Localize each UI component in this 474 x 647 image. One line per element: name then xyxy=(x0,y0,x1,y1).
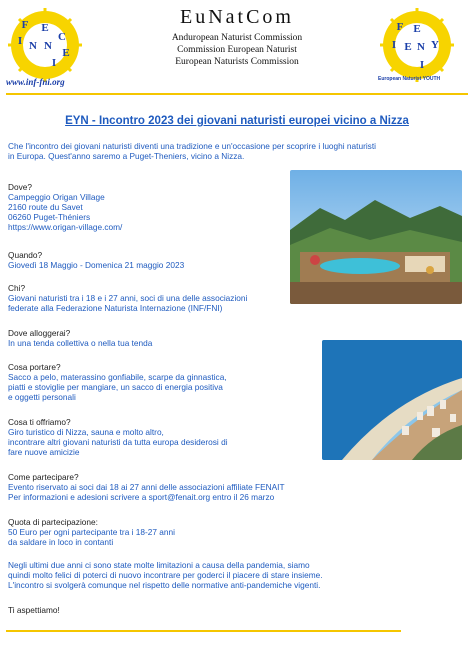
section-line: da saldare in loco in contanti xyxy=(8,537,114,547)
section-label: Cosa portare? xyxy=(8,362,61,372)
section-line: incontrare altri giovani naturisti da tutta europa desiderosi di xyxy=(8,437,228,447)
intro-line: in Europa. Quest'anno saremo a Puget-Theniers, vicino a Nizza. xyxy=(8,151,245,161)
section-chi xyxy=(8,283,247,313)
website-url-link[interactable]: https://www.origan-village.com/ xyxy=(8,222,123,232)
logo-letter: E xyxy=(62,47,70,59)
closing-paragraph xyxy=(8,560,468,590)
section-partecipare xyxy=(8,472,285,502)
section-line: 2160 route du Savet xyxy=(8,202,83,212)
youth-caption: European Naturist YOUTH xyxy=(378,76,441,82)
logo-letter: I xyxy=(17,35,23,47)
section-quando xyxy=(8,250,184,270)
logo-letter: I xyxy=(391,39,397,51)
section-line: piatti e stoviglie per mangiare, un sacco di energia positiva xyxy=(8,382,223,392)
section-label: Quota di partecipazione: xyxy=(8,517,98,527)
closing-line: Negli ultimi due anni ci sono state molte limitazioni a causa della pandemia, siamo xyxy=(8,560,310,570)
nice-coast-photo xyxy=(322,340,462,460)
closing-line: L'incontro si svolgerà comunque nel rispetto delle normative anti-pandemiche vigenti. xyxy=(8,580,321,590)
signoff: Ti aspettiamo! xyxy=(8,605,60,615)
logo-letter: N xyxy=(417,41,425,53)
section-line: e oggetti personali xyxy=(8,392,76,402)
section-line: Sacco a pelo, materassino gonfiabile, scarpe da ginnastica, xyxy=(8,372,227,382)
subtitle-line-2: Commission European Naturist xyxy=(177,45,297,55)
headline: EYN - Incontro 2023 dei giovani naturisti europei vicino a Nizza xyxy=(65,115,409,127)
section-line: fare nuove amicizie xyxy=(8,447,80,457)
logo-letter: F xyxy=(21,19,29,31)
closing-line: quindi molto felici di poterci di nuovo incontrare per goderci il piacere di stare insieme. xyxy=(8,570,323,580)
section-line: federate alla Federazione Naturista Internazione (INF/FNI) xyxy=(8,303,223,313)
section-label: Cosa ti offriamo? xyxy=(8,417,71,427)
section-offriamo xyxy=(8,417,228,457)
logo-letter: I xyxy=(419,59,425,71)
section-line: 50 Euro per ogni partecipante tra i 18-27 anni xyxy=(8,527,175,537)
logo-letter: E xyxy=(404,41,412,53)
header xyxy=(0,0,474,92)
footer-divider xyxy=(6,630,401,632)
website-link[interactable]: www.inf-fni.org xyxy=(6,77,65,87)
intro-paragraph xyxy=(8,141,468,161)
section-label: Quando? xyxy=(8,250,43,260)
section-line: Evento riservato ai soci dai 18 ai 27 anni delle associazioni affiliate FENAIT xyxy=(8,482,285,492)
logo-letter: N xyxy=(44,40,52,52)
section-line: Campeggio Origan Village xyxy=(8,192,105,202)
section-line: 06260 Puget-Théniers xyxy=(8,212,91,222)
subtitle-line-1: Anduropean Naturist Commission xyxy=(171,33,303,43)
section-line: Giovani naturisti tra i 18 e i 27 anni, soci di una delle associazioni xyxy=(8,293,248,303)
logo-letter: Y xyxy=(431,39,439,51)
section-label: Dove alloggerai? xyxy=(8,328,71,338)
logo-letter: I xyxy=(51,57,57,69)
logo-letter: E xyxy=(41,22,49,34)
section-alloggerai xyxy=(8,328,152,348)
section-line: In una tenda collettiva o nella tua tenda xyxy=(8,338,153,348)
section-quota xyxy=(8,517,175,547)
section-line: Giovedì 18 Maggio - Domenica 21 maggio 2023 xyxy=(8,260,185,270)
header-divider xyxy=(6,93,468,95)
eyn-logo xyxy=(380,8,454,82)
org-title: EuNatCom xyxy=(180,6,294,28)
logo-letter: C xyxy=(58,31,66,43)
campsite-photo xyxy=(290,170,462,304)
subtitle-line-3: European Naturists Commission xyxy=(175,57,299,67)
logo-letter: E xyxy=(413,23,421,35)
section-portare xyxy=(8,362,227,402)
logo-letter: N xyxy=(29,40,37,52)
section-label: Come partecipare? xyxy=(8,472,79,482)
section-dove xyxy=(8,182,122,232)
section-line: Per informazioni e adesioni scrivere a sport@fenait.org entro il 26 marzo xyxy=(8,492,275,502)
section-label: Chi? xyxy=(8,283,26,293)
intro-line: Che l'incontro dei giovani naturisti diventi una tradizione e un'occasione per scoprire i luoghi naturisti xyxy=(8,141,376,151)
section-label: Dove? xyxy=(8,182,32,192)
logo-letter: F xyxy=(396,21,404,33)
section-line: Giro turistico di Nizza, sauna e molto altro, xyxy=(8,427,164,437)
